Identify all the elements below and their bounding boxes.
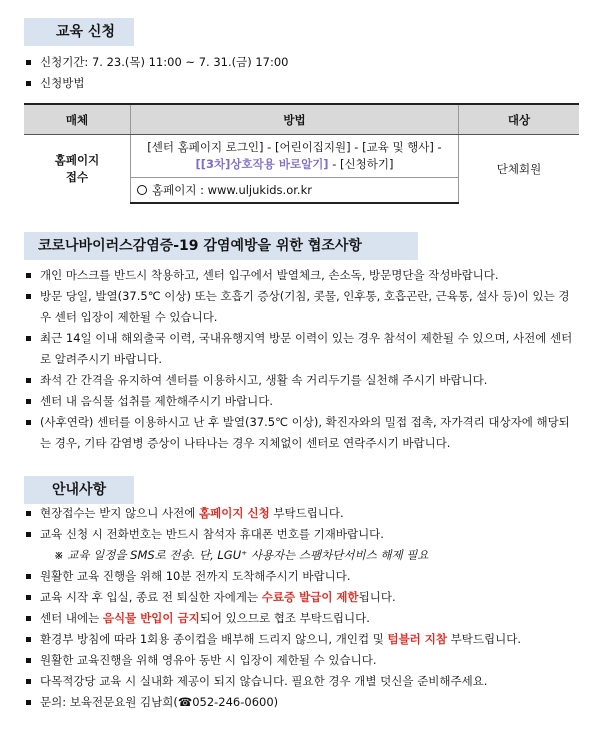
notice-item-contact: 문의: 보육전문요원 김남희(☎052-246-0600) xyxy=(24,692,580,713)
notice-text: 부탁드립니다. xyxy=(447,632,521,646)
table-cell-method xyxy=(131,135,459,178)
notice-item-infant: 원활한 교육진행을 위해 영유아 동반 시 입장이 제한될 수 있습니다. xyxy=(24,650,580,671)
application-method-label: 신청방법 xyxy=(24,73,580,94)
application-method-table xyxy=(24,103,579,204)
table-header-method: 방법 xyxy=(131,104,459,135)
covid-item-food: 센터 내 음식물 섭취를 제한해주시기 바랍니다. xyxy=(24,391,580,412)
notice-highlight: 텀블러 지참 xyxy=(387,632,448,646)
method-course-highlight: [[3차]상호작용 바로알기] xyxy=(195,157,329,171)
notice-item-certificate xyxy=(24,587,580,608)
notice-item-slippers: 다목적강당 교육 시 실내화 제공이 되지 않습니다. 필요한 경우 개별 덧신을 준비해주세요. xyxy=(24,671,580,692)
notice-text: 되어 있으므로 협조 부탁드립니다. xyxy=(199,611,370,625)
notice-highlight: 음식물 반입이 금지 xyxy=(102,611,200,625)
notice-item-food xyxy=(24,608,580,629)
section-heading-covid: 코로나바이러스감염증-19 감염예방을 위한 협조사항 xyxy=(24,232,418,260)
method-path-2: - [신청하기] xyxy=(328,157,394,171)
notice-text: 교육 시작 후 입실, 종료 전 퇴실한 자에게는 xyxy=(40,590,262,604)
notice-list xyxy=(24,503,580,713)
application-info-list xyxy=(24,52,580,94)
notice-item-phone: 교육 신청 시 전화번호는 반드시 참석자 휴대폰 번호를 기재바랍니다. xyxy=(24,524,580,545)
notice-highlight: 홈페이지 신청 xyxy=(199,506,270,520)
section-heading-notice: 안내사항 xyxy=(24,476,134,504)
notice-item-onsite xyxy=(24,503,580,524)
notice-text: 됩니다. xyxy=(358,590,396,604)
circle-bullet-icon xyxy=(137,185,147,195)
notice-text: 센터 내에는 xyxy=(40,611,103,625)
notice-item-arrival: 원활한 교육 진행을 위해 10분 전까지 도착해주시기 바랍니다. xyxy=(24,566,580,587)
table-cell-homepage xyxy=(131,178,459,204)
covid-guideline-list xyxy=(24,265,580,454)
homepage-link[interactable]: 홈페이지 : www.uljukids.or.kr xyxy=(152,183,312,197)
covid-item-travel: 최근 14일 이내 해외출국 이력, 국내유행지역 방문 이력이 있는 경우 참석이 제한될 수 있으며, 사전에 센터로 알려주시기 바랍니다. xyxy=(24,328,580,370)
table-header-target: 대상 xyxy=(459,104,580,135)
table-header-medium: 매체 xyxy=(24,104,131,135)
notice-text: 부탁드립니다. xyxy=(269,506,344,520)
table-cell-target: 단체회원 xyxy=(459,135,580,204)
notice-highlight: 수료증 발급이 제한 xyxy=(261,590,359,604)
notice-text: 현장접수는 받지 않으니 사전에 xyxy=(40,506,200,520)
method-path-1: [센터 홈페이지 로그인] - [어린이집지원] - [교육 및 행사] - xyxy=(147,140,442,154)
covid-item-contact: (사후연락) 센터를 이용하시고 난 후 발열(37.5℃ 이상), 확진자와의 밀접 접촉, 자가격리 대상자에 해당되는 경우, 기타 감염병 증상이 나타나는 경우 지체없이 센터로 연락주시기 바랍니다. xyxy=(24,412,580,454)
covid-item-mask: 개인 마스크를 반드시 착용하고, 센터 입구에서 발열체크, 손소독, 방문명단을 작성바랍니다. xyxy=(24,265,580,286)
covid-item-fever: 방문 당일, 발열(37.5℃ 이상) 또는 호흡기 증상(기침, 콧물, 인후통, 호흡곤란, 근육통, 설사 등)이 있는 경우 센터 입장이 제한될 수 있습니다. xyxy=(24,286,580,328)
notice-item-tumbler xyxy=(24,629,580,650)
notice-sms-note: ※ 교육 일정을 SMS로 전송. 단, LGU⁺ 사용자는 스팸차단서비스 해제 필요 xyxy=(54,548,429,562)
application-period: 신청기간: 7. 23.(목) 11:00 ~ 7. 31.(금) 17:00 xyxy=(24,52,580,73)
section-heading-application: 교육 신청 xyxy=(24,18,134,46)
covid-item-distance: 좌석 간 간격을 유지하여 센터를 이용하시고, 생활 속 거리두기를 실천해 주시기 바랍니다. xyxy=(24,370,580,391)
table-cell-medium: 홈페이지 접수 xyxy=(24,135,131,204)
notice-text: 환경부 방침에 따라 1회용 종이컵을 배부해 드리지 않으니, 개인컵 및 xyxy=(40,632,388,646)
